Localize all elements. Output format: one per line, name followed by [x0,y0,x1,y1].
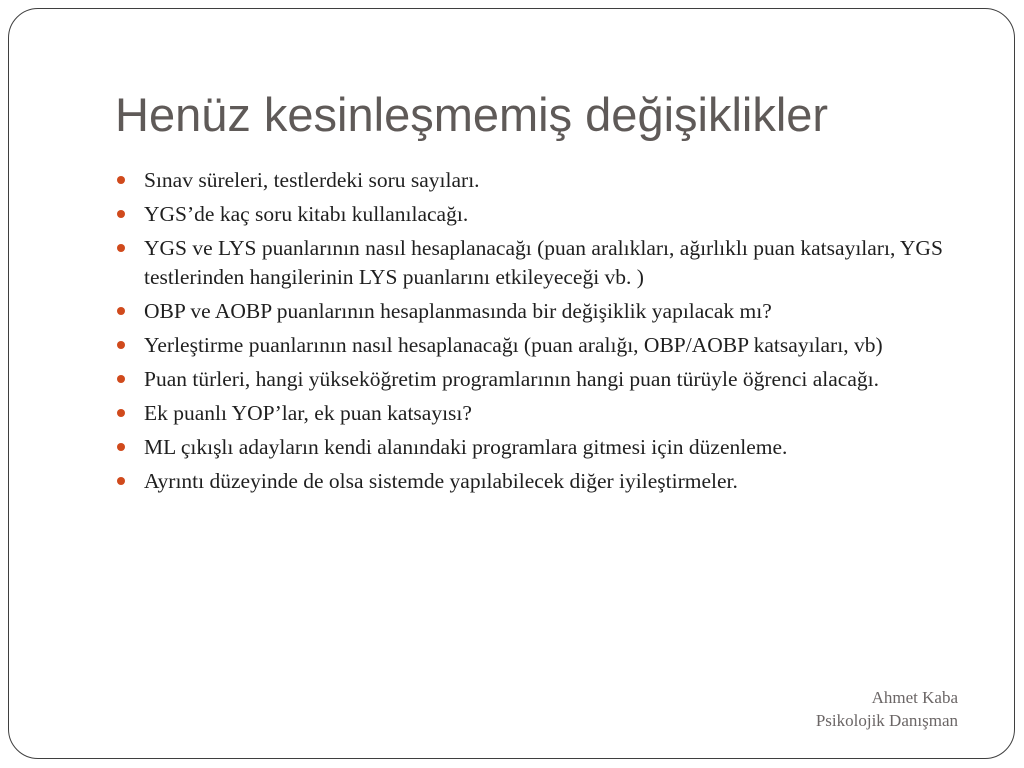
list-item [115,467,965,496]
bullet-dot-icon [117,341,125,349]
bullet-text: OBP ve AOBP puanlarının hesaplanmasında bir değişiklik yapılacak mı? [144,299,772,323]
bullet-dot-icon [117,443,125,451]
bullet-dot-icon [117,210,125,218]
list-item [115,365,965,394]
bullet-list [115,166,965,501]
bullet-text: Ek puanlı YOP’lar, ek puan katsayısı? [144,401,472,425]
bullet-dot-icon [117,244,125,252]
bullet-dot-icon [117,409,125,417]
list-item [115,234,965,292]
bullet-dot-icon [117,477,125,485]
list-item [115,331,965,360]
list-item [115,166,965,195]
bullet-text: YGS’de kaç soru kitabı kullanılacağı. [144,202,469,226]
list-item [115,200,965,229]
list-item [115,433,965,462]
bullet-dot-icon [117,176,125,184]
footer [816,686,958,732]
slide-title: Henüz kesinleşmemiş değişiklikler [115,88,829,141]
bullet-dot-icon [117,375,125,383]
bullet-dot-icon [117,307,125,315]
bullet-text: YGS ve LYS puanlarının nasıl hesaplanacağı (puan aralıkları, ağırlıklı puan katsayıları, YGS testlerinden hangilerinin LYS puanlarını etkileyeceği vb. ) [144,236,943,289]
list-item [115,297,965,326]
bullet-text: Ayrıntı düzeyinde de olsa sistemde yapılabilecek diğer iyileştirmeler. [144,469,738,493]
bullet-text: Sınav süreleri, testlerdeki soru sayıları. [144,168,480,192]
bullet-text: ML çıkışlı adayların kendi alanındaki programlara gitmesi için düzenleme. [144,435,788,459]
list-item [115,399,965,428]
bullet-text: Puan türleri, hangi yükseköğretim programlarının hangi puan türüyle öğrenci alacağı. [144,367,879,391]
footer-role: Psikolojik Danışman [815,711,958,730]
footer-author: Ahmet Kaba [871,688,958,707]
bullet-text: Yerleştirme puanlarının nasıl hesaplanacağı (puan aralığı, OBP/AOBP katsayıları, vb) [144,333,883,357]
